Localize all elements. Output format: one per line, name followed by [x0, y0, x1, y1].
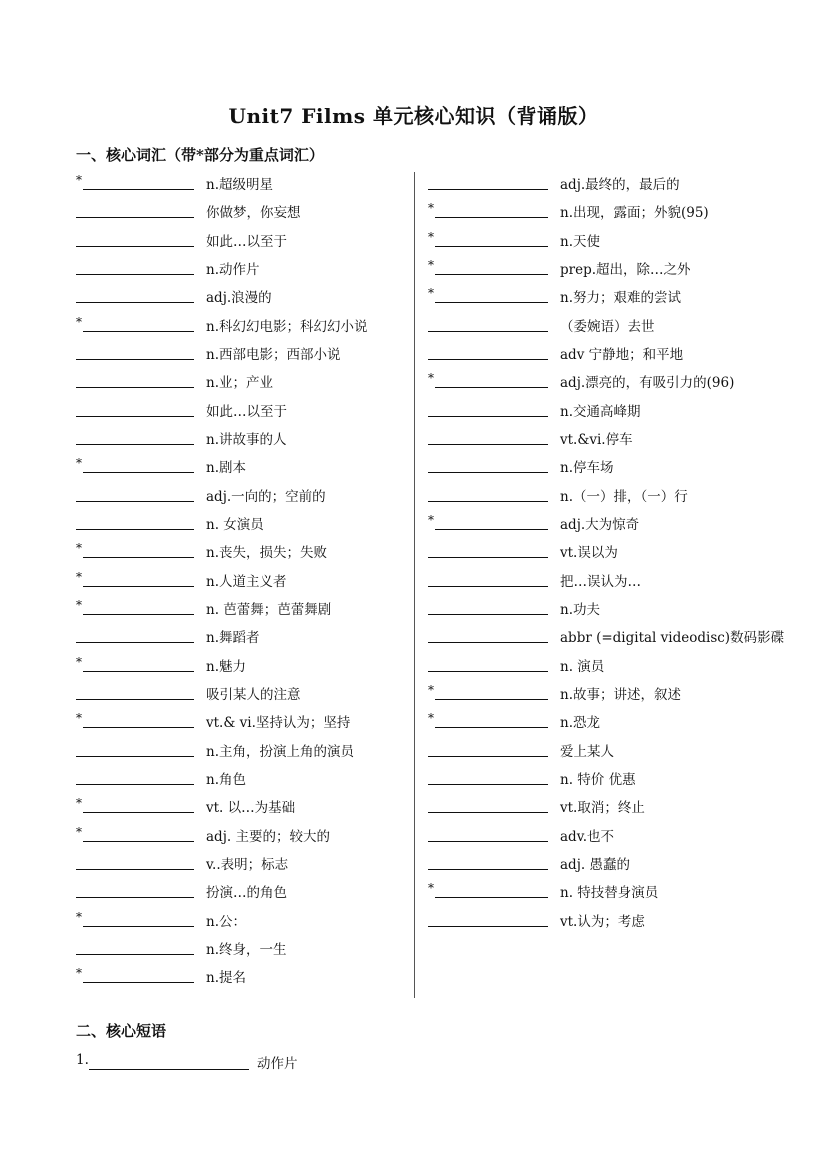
- answer-blank[interactable]: [76, 699, 194, 700]
- answer-blank[interactable]: [76, 444, 194, 445]
- answer-blank[interactable]: [428, 756, 548, 757]
- vocab-definition: adv.也不: [560, 828, 615, 845]
- vocab-row: [428, 227, 758, 255]
- vocab-row: [428, 198, 758, 226]
- vocab-definition: adj.最终的，最后的: [560, 177, 680, 193]
- answer-blank[interactable]: [83, 841, 194, 842]
- answer-blank[interactable]: [76, 529, 194, 530]
- vocab-row: [76, 510, 406, 538]
- vocab-row: [428, 680, 758, 708]
- vocab-definition: n.角色: [206, 771, 246, 788]
- answer-blank[interactable]: [435, 727, 548, 728]
- vocab-definition: 爱上某人: [560, 743, 614, 760]
- vocab-row: [428, 340, 758, 368]
- answer-blank[interactable]: [76, 416, 194, 417]
- key-word-marker: *: [76, 966, 82, 981]
- vocab-definition: vt. 以…为基础: [206, 800, 296, 817]
- key-word-marker: *: [76, 569, 82, 584]
- vocab-row: [428, 850, 758, 878]
- vocab-definition: n.提名: [206, 970, 246, 987]
- answer-blank[interactable]: [76, 756, 194, 757]
- section-heading-vocabulary: 一、核心词汇（带*部分为重点词汇）: [76, 146, 324, 164]
- answer-blank[interactable]: [76, 274, 194, 275]
- key-word-marker: *: [76, 456, 82, 471]
- phrase-definition: 动作片: [257, 1056, 298, 1072]
- key-word-marker: *: [76, 173, 82, 187]
- answer-blank[interactable]: [83, 472, 194, 473]
- answer-blank[interactable]: [83, 926, 194, 927]
- vocab-row: [76, 765, 406, 793]
- answer-blank[interactable]: [435, 217, 548, 218]
- key-word-marker: *: [428, 201, 434, 216]
- vocab-definition: adj.浪漫的: [206, 290, 272, 307]
- answer-blank[interactable]: [76, 302, 194, 303]
- vocab-definition: （委婉语）去世: [560, 318, 655, 335]
- vocab-row: [428, 737, 758, 765]
- answer-blank[interactable]: [83, 331, 194, 332]
- key-word-marker: *: [428, 512, 434, 527]
- vocab-definition: vt.取消；终止: [560, 800, 645, 817]
- key-word-marker: *: [76, 541, 82, 556]
- vocab-row: [428, 822, 758, 850]
- key-word-marker: *: [428, 257, 434, 272]
- answer-blank[interactable]: [435, 246, 548, 247]
- vocab-definition: n.出现，露面；外貌(95): [560, 205, 709, 222]
- vocab-row: [76, 283, 406, 311]
- vocab-definition: n.人道主义者: [206, 573, 287, 590]
- answer-blank[interactable]: [76, 642, 194, 643]
- answer-blank[interactable]: [83, 557, 194, 558]
- vocab-definition: n.恐龙: [560, 715, 600, 732]
- vocab-definition: n.交通高峰期: [560, 403, 641, 420]
- vocab-row: [76, 708, 406, 736]
- answer-blank[interactable]: [428, 189, 548, 190]
- vocab-definition: adj. 愚蠢的: [560, 856, 630, 873]
- answer-blank[interactable]: [428, 869, 548, 870]
- key-word-marker: *: [76, 796, 82, 811]
- vocab-definition: n.功夫: [560, 601, 600, 618]
- vocab-definition: n.丧失，损失；失败: [206, 545, 327, 562]
- vocab-definition: n.终身，一生: [206, 941, 287, 958]
- vocab-row: [76, 822, 406, 850]
- answer-blank[interactable]: [89, 1069, 249, 1070]
- vocab-definition: 吸引某人的注意: [206, 686, 301, 703]
- vocab-definition: adv 宁静地；和平地: [560, 346, 684, 363]
- answer-blank[interactable]: [83, 671, 194, 672]
- answer-blank[interactable]: [435, 699, 548, 700]
- answer-blank[interactable]: [83, 982, 194, 983]
- vocab-row: [428, 425, 758, 453]
- vocab-definition: n.超级明星: [206, 177, 273, 193]
- answer-blank[interactable]: [428, 926, 548, 927]
- vocab-definition: 如此…以至于: [206, 233, 287, 250]
- vocab-row: [76, 453, 406, 481]
- key-word-marker: *: [76, 909, 82, 924]
- vocab-row: [76, 935, 406, 963]
- vocab-row: [76, 538, 406, 566]
- answer-blank[interactable]: [76, 784, 194, 785]
- vocab-row: [428, 652, 758, 680]
- vocab-definition: 把…误认为…: [560, 573, 641, 590]
- answer-blank[interactable]: [428, 557, 548, 558]
- answer-blank[interactable]: [83, 189, 194, 190]
- vocab-row: [76, 595, 406, 623]
- vocab-row: [428, 793, 758, 821]
- vocab-row: [76, 198, 406, 226]
- vocab-definition: n.讲故事的人: [206, 431, 287, 448]
- vocab-row: [428, 907, 758, 935]
- answer-blank[interactable]: [76, 359, 194, 360]
- vocab-definition: n.努力；艰难的尝试: [560, 290, 681, 307]
- answer-blank[interactable]: [428, 359, 548, 360]
- vocab-definition: v..表明；标志: [206, 856, 289, 873]
- answer-blank[interactable]: [428, 501, 548, 502]
- vocab-definition: n.魅力: [206, 658, 246, 675]
- answer-blank[interactable]: [76, 501, 194, 502]
- answer-blank[interactable]: [435, 302, 548, 303]
- vocab-row: [76, 907, 406, 935]
- vocab-row: [428, 482, 758, 510]
- section-heading-phrases: 二、核心短语: [76, 1022, 167, 1040]
- vocab-row: [76, 652, 406, 680]
- vocab-row: [428, 623, 785, 651]
- vocab-row: [76, 340, 406, 368]
- vocab-definition: 你做梦，你妄想: [206, 205, 301, 222]
- vocab-definition: n. 特价 优惠: [560, 771, 636, 788]
- vocab-row: [428, 397, 758, 425]
- answer-blank[interactable]: [428, 841, 548, 842]
- answer-blank[interactable]: [428, 671, 548, 672]
- vocab-row: [428, 170, 758, 198]
- answer-blank[interactable]: [428, 784, 548, 785]
- answer-blank[interactable]: [428, 642, 548, 643]
- answer-blank[interactable]: [428, 444, 548, 445]
- vocab-row: [76, 368, 406, 396]
- vocab-column-right: [428, 170, 785, 935]
- key-word-marker: *: [428, 711, 434, 726]
- vocab-row: [428, 453, 758, 481]
- answer-blank[interactable]: [76, 217, 194, 218]
- vocab-definition: n.天使: [560, 233, 600, 250]
- answer-blank[interactable]: [435, 897, 548, 898]
- vocab-row: [76, 255, 406, 283]
- answer-blank[interactable]: [435, 387, 548, 388]
- answer-blank[interactable]: [428, 614, 548, 615]
- vocab-row: [76, 567, 406, 595]
- vocab-row: [76, 482, 406, 510]
- vocab-row: [76, 680, 406, 708]
- answer-blank[interactable]: [435, 274, 548, 275]
- vocab-definition: adj.一向的；空前的: [206, 488, 326, 505]
- vocab-definition: vt.误以为: [560, 545, 618, 562]
- vocab-row: [428, 368, 758, 396]
- answer-blank[interactable]: [435, 529, 548, 530]
- key-word-marker: *: [76, 597, 82, 612]
- vocab-definition: n.舞蹈者: [206, 630, 260, 647]
- key-word-marker: *: [76, 654, 82, 669]
- vocab-row: [428, 255, 758, 283]
- answer-blank[interactable]: [428, 812, 548, 813]
- vocab-row: [428, 283, 758, 311]
- vocab-definition: n.公：: [206, 913, 246, 930]
- vocab-definition: 如此…以至于: [206, 403, 287, 420]
- vocab-row: [428, 595, 758, 623]
- vocab-definition: n.西部电影；西部小说: [206, 346, 341, 363]
- key-word-marker: *: [428, 229, 434, 244]
- answer-blank[interactable]: [83, 614, 194, 615]
- key-word-marker: *: [428, 371, 434, 386]
- answer-blank[interactable]: [76, 387, 194, 388]
- vocab-row: [76, 227, 406, 255]
- vocab-row: [76, 793, 406, 821]
- vocab-definition: vt.& vi.坚持认为；坚持: [206, 715, 351, 732]
- vocab-definition: n. 特技替身演员: [560, 885, 659, 902]
- answer-blank[interactable]: [83, 812, 194, 813]
- answer-blank[interactable]: [428, 416, 548, 417]
- vocab-row: [428, 510, 758, 538]
- vocab-definition: n.动作片: [206, 261, 260, 278]
- vocab-row: [76, 397, 406, 425]
- vocab-row: [76, 963, 406, 991]
- vocab-definition: n. 演员: [560, 658, 605, 675]
- vocab-definition: n.剧本: [206, 460, 246, 477]
- phrase-number: 1.: [76, 1052, 89, 1068]
- vocab-definition: n.主角，扮演上角的演员: [206, 743, 354, 760]
- vocab-definition: n.科幻幻电影；科幻幻小说: [206, 318, 368, 335]
- page-title: Unit7 Films 单元核心知识（背诵版）: [228, 104, 599, 128]
- vocab-definition: vt.&vi.停车: [560, 431, 633, 448]
- vocab-definition: n.故事；讲述，叙述: [560, 686, 681, 703]
- vocab-row: [428, 538, 758, 566]
- key-word-marker: *: [76, 314, 82, 329]
- vocab-row: [76, 623, 406, 651]
- answer-blank[interactable]: [76, 954, 194, 955]
- answer-blank[interactable]: [83, 586, 194, 587]
- answer-blank[interactable]: [428, 331, 548, 332]
- vocab-row: [76, 850, 406, 878]
- vocab-definition: 扮演…的角色: [206, 885, 287, 902]
- vocab-definition: n. 女演员: [206, 516, 264, 533]
- vocab-row: [76, 737, 406, 765]
- vocab-definition: abbr (=digital videodisc)数码影碟: [560, 630, 785, 647]
- vocab-definition: n.（一）排，（一）行: [560, 488, 688, 505]
- vocab-row: [428, 765, 758, 793]
- vocab-row: [76, 170, 406, 198]
- key-word-marker: *: [428, 881, 434, 896]
- vocab-definition: adj.漂亮的，有吸引力的(96): [560, 375, 735, 392]
- vocab-row: [428, 878, 758, 906]
- answer-blank[interactable]: [76, 897, 194, 898]
- answer-blank[interactable]: [76, 869, 194, 870]
- key-word-marker: *: [76, 711, 82, 726]
- answer-blank[interactable]: [428, 472, 548, 473]
- vocab-definition: n. 芭蕾舞；芭蕾舞剧: [206, 601, 332, 618]
- vocab-definition: adj. 主要的；较大的: [206, 828, 330, 845]
- column-divider: [414, 172, 415, 998]
- key-word-marker: *: [428, 682, 434, 697]
- answer-blank[interactable]: [76, 246, 194, 247]
- vocab-definition: n.业；产业: [206, 375, 273, 392]
- vocab-row: [76, 425, 406, 453]
- vocab-row: [76, 312, 406, 340]
- answer-blank[interactable]: [83, 727, 194, 728]
- vocab-column-left: [76, 170, 406, 992]
- vocab-row: [428, 567, 758, 595]
- vocab-row: [76, 878, 406, 906]
- vocab-definition: adj.大为惊奇: [560, 516, 640, 533]
- key-word-marker: *: [76, 824, 82, 839]
- vocab-row: [428, 708, 758, 736]
- vocab-definition: prep.超出，除…之外: [560, 261, 691, 278]
- answer-blank[interactable]: [428, 586, 548, 587]
- vocab-definition: vt.认为；考虑: [560, 913, 645, 930]
- vocab-row: [428, 312, 758, 340]
- key-word-marker: *: [428, 286, 434, 301]
- vocab-definition: n.停车场: [560, 460, 614, 477]
